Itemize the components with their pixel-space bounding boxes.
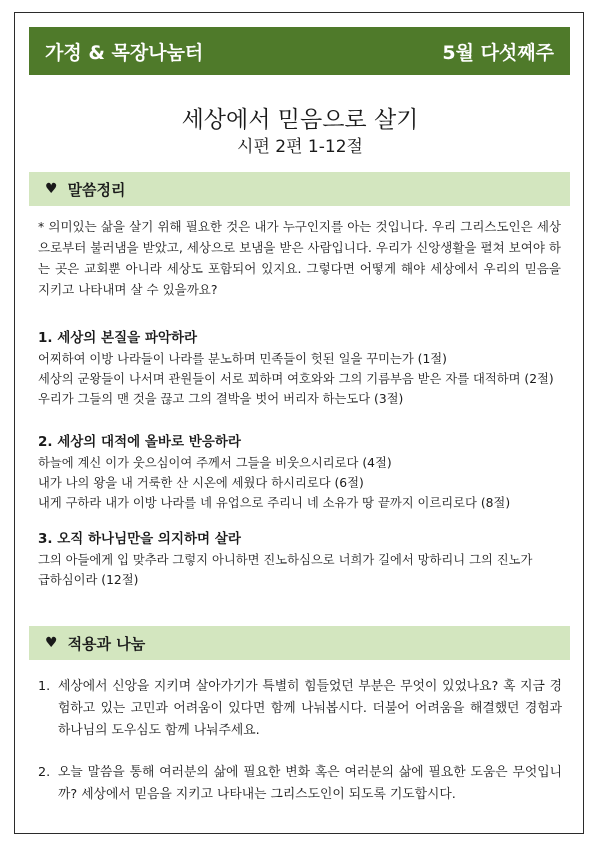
section-label: 말씀정리 xyxy=(67,180,126,199)
verse-line: 급하심이라 (12절) xyxy=(38,573,139,587)
point-verses xyxy=(38,550,568,590)
section-label: 적용과 나눔 xyxy=(67,634,146,653)
heart-icon: ♥ xyxy=(45,181,58,197)
intro-paragraph: * 의미있는 삶을 살기 위해 필요한 것은 내가 누구인지를 아는 것입니다. 우리 그리스도인은 세상으로부터 불러냄을 받았고, 세상으로 보냄을 받은 사람입니다. 우리가 신앙생활을 펼쳐 보여야 하는 곳은 교회뿐 아니라 세상도 포함되어 있지요. 그렇다면 어떻게 해야 세상에서 우리의 믿음을 지키고 나타내며 살 수 있을까요? xyxy=(38,219,561,297)
application-item xyxy=(38,676,562,742)
verse-line: 우리가 그들의 맨 것을 끊고 그의 결박을 벗어 버리자 하는도다 (3절) xyxy=(38,392,404,406)
point-verses xyxy=(38,453,568,513)
section-header-application xyxy=(29,626,570,660)
point-title: 3. 오직 하나님만을 의지하며 살라 xyxy=(38,531,241,547)
verse-line: 내가 나의 왕을 내 거룩한 산 시온에 세웠다 하시리로다 (6절) xyxy=(38,476,364,490)
verse-line: 어찌하여 이방 나라들이 나라를 분노하며 민족들이 헛된 일을 꾸미는가 (1절) xyxy=(38,352,447,366)
verse-line: 하늘에 계신 이가 웃으심이여 주께서 그들을 비웃으시리로다 (4절) xyxy=(38,456,392,470)
sermon-title: 세상에서 믿음으로 살기 xyxy=(181,107,419,133)
scripture-reference: 시편 2편 1-12절 xyxy=(237,137,363,157)
application-item xyxy=(38,762,562,806)
header-title: 가정 & 목장나눔터 xyxy=(45,41,204,64)
header-date: 5월 다섯째주 xyxy=(442,41,554,64)
verse-line: 그의 아들에게 입 맞추라 그렇지 아니하면 진노하심으로 너희가 길에서 망하리니 그의 진노가 xyxy=(38,553,533,567)
point-title: 1. 세상의 본질을 파악하라 xyxy=(38,330,198,346)
item-text: 오늘 말씀을 통해 여러분의 삶에 필요한 변화 혹은 여러분의 삶에 필요한 도움은 무엇입니까? 세상에서 믿음을 지키고 나타내는 그리스도인이 되도록 기도합시다. xyxy=(58,765,562,802)
item-text: 세상에서 신앙을 지키며 살아가기가 특별히 힘들었던 부분은 무엇이 있었나요? 혹 지금 경험하고 있는 고민과 어려움이 있다면 함께 나눠봅시다. 더불어 어려움을 해결했던 경험과 하나님의 도우심도 함께 나눠주세요. xyxy=(58,679,562,738)
item-number: 1. xyxy=(38,679,51,694)
point-verses xyxy=(38,349,568,409)
item-number: 2. xyxy=(38,765,51,780)
verse-line: 세상의 군왕들이 나서며 관원들이 서로 꾀하며 여호와와 그의 기름부음 받은 자를 대적하며 (2절) xyxy=(38,372,554,386)
point-title: 2. 세상의 대적에 올바로 반응하라 xyxy=(38,434,241,450)
heart-icon: ♥ xyxy=(45,635,58,651)
header-bar xyxy=(29,27,570,75)
section-header-summary xyxy=(29,172,570,206)
verse-line: 내게 구하라 내가 이방 나라를 네 유업으로 주리니 네 소유가 땅 끝까지 이르리로다 (8절) xyxy=(38,496,511,510)
